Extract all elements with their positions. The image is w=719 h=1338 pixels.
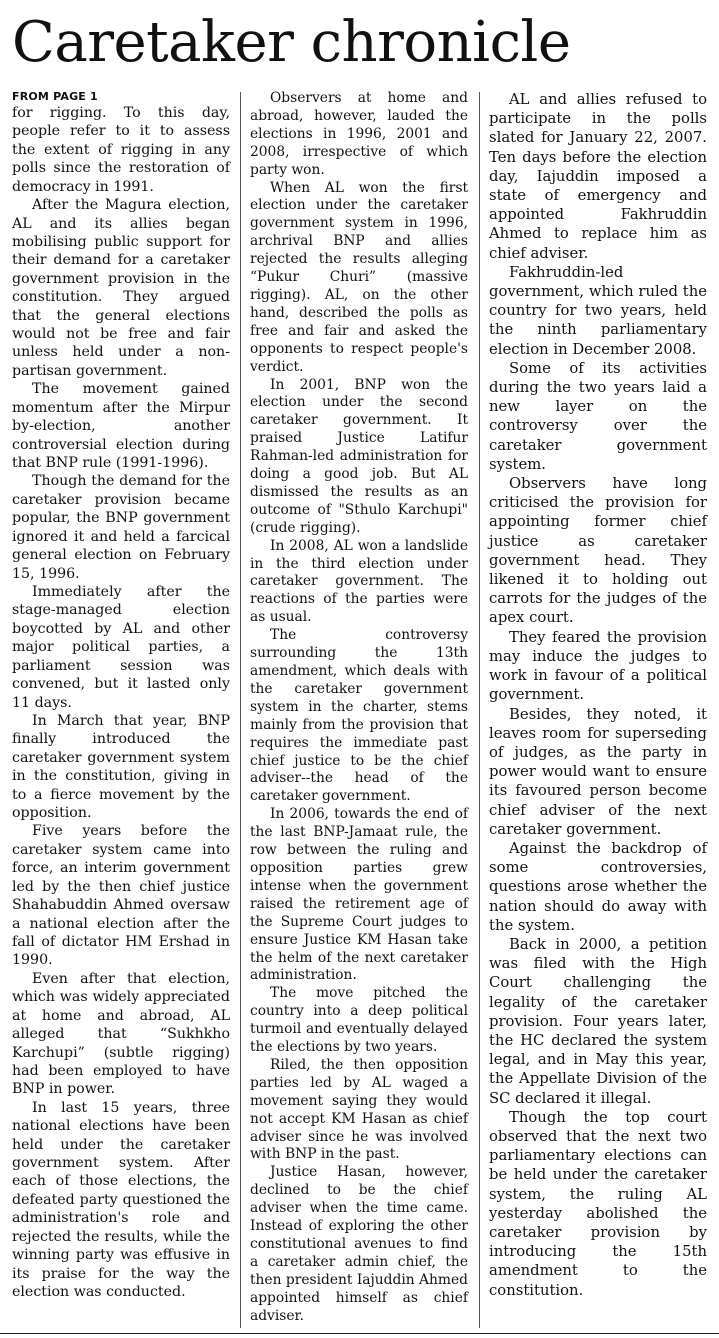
article-paragraph: Observers at home and abroad, however, lauded the elections in 1996, 2001 and 2008, irrespective of which party won.	[250, 90, 468, 178]
article-paragraph: In March that year, BNP finally introduced the caretaker government system in the constitution, giving in to a fierce movement by the opposition.	[12, 712, 230, 822]
article-paragraph: Back in 2000, a petition was filed with the High Court challenging the legality of the caretaker provision. Four years later, the HC declared the system legal, and in May this year, the Appellate Division of the SC declared it illegal.	[489, 935, 707, 1107]
headline: Caretaker chronicle	[12, 10, 571, 75]
article-paragraph: They feared the provision may induce the judges to work in favour of a political government.	[489, 628, 707, 704]
article-paragraph: Besides, they noted, it leaves room for superseding of judges, as the party in power would want to ensure its favoured person become chief adviser of the next caretaker government.	[489, 705, 707, 838]
article-paragraph: Immediately after the stage-managed election boycotted by AL and other major political parties, a parliament session was convened, but it lasted only 11 days.	[12, 583, 230, 711]
column-divider	[240, 92, 241, 1328]
article-paragraph: Though the top court observed that the next two parliamentary elections can be held under the caretaker system, the ruling AL yesterday abolished the caretaker provision by introducing the 15th amendment to the constitution.	[489, 1108, 707, 1299]
article-paragraph: In 2001, BNP won the election under the second caretaker government. It praised Justice Latifur Rahman-led administration for doing a good job. But AL dismissed the results as an outcome of "Sthulo Karchupi" (crude rigging).	[250, 376, 468, 536]
article-paragraph: Even after that election, which was widely appreciated at home and abroad, AL alleged that “Sukhkho Karchupi” (subtle rigging) had been employed to have BNP in power.	[12, 970, 230, 1098]
article-paragraph: The controversy surrounding the 13th amendment, which deals with the caretaker government system in the charter, stems mainly from the provision that requires the immediate past chief justice to be the chief adviser--the head of the caretaker government.	[250, 627, 468, 805]
article-paragraph: Fakhruddin-led government, which ruled the country for two years, held the ninth parliamentary election in December 2008.	[489, 263, 707, 358]
article-paragraph: Observers have long criticised the provision for appointing former chief justice as caretaker government head. They likened it to holding out carrots for the judges of the apex court.	[489, 475, 707, 627]
article-paragraph: After the Magura election, AL and its allies began mobilising public support for their demand for a caretaker government provision in the constitution. They argued that the general elections would not be free and fair unless held under a non-partisan government.	[12, 197, 230, 379]
article-paragraph: Justice Hasan, however, declined to be the chief adviser when the time came. Instead of exploring the other constitutional avenues to find a caretaker admin chief, the then president Iajuddin Ahmed appointed himself as chief adviser.	[250, 1164, 468, 1324]
article-paragraph: In 2008, AL won a landslide in the third election under caretaker government. The reactions of the parties were as usual.	[250, 537, 468, 626]
article-paragraph: for rigging. To this day, people refer to it to assess the extent of rigging in any polls since the restoration of democracy in 1991.	[12, 105, 230, 195]
article-paragraph: In last 15 years, three national elections have been held under the caretaker government system. After each of those elections, the defeated party questioned the administration's role and rejected the results, while the winning party was effusive in its praise for the way the election was conducted.	[12, 1099, 230, 1300]
article-paragraph: In 2006, towards the end of the last BNP-Jamaat rule, the row between the ruling and opposition parties grew intense when the government raised the retirement age of the Supreme Court judges to ensure Justice KM Hasan take the helm of the next caretaker administration.	[250, 806, 468, 984]
article-paragraph: Though the demand for the caretaker provision became popular, the BNP government ignored it and held a farcical general election on February 15, 1996.	[12, 473, 230, 582]
article-column-1	[12, 90, 230, 1301]
article-column-2	[250, 90, 468, 1326]
article-paragraph: Some of its activities during the two years laid a new layer on the controversy over the caretaker government system.	[489, 359, 707, 473]
article-paragraph: AL and allies refused to participate in the polls slated for January 22, 2007. Ten days before the election day, Iajuddin imposed a state of emergency and appointed Fakhruddin Ahmed to replace him as chief adviser.	[489, 91, 707, 262]
article-paragraph: Five years before the caretaker system came into force, an interim government led by the then chief justice Shahabuddin Ahmed oversaw a national election after the fall of dictator HM Ershad in 1990.	[12, 823, 230, 969]
article-paragraph: When AL won the first election under the caretaker government system in 1996, archrival BNP and allies rejected the results alleging “Pukur Churi” (massive rigging). AL, on the other hand, described the polls as free and fair and asked the opponents to respect people's verdict.	[250, 179, 468, 375]
article-column-3	[489, 90, 707, 1300]
article-paragraph: The movement gained momentum after the Mirpur by-election, another controversial election during that BNP rule (1991-1996).	[12, 381, 230, 472]
article-paragraph: The move pitched the country into a deep political turmoil and eventually delayed the elections by two years.	[250, 985, 468, 1056]
bottom-rule	[0, 1333, 719, 1334]
article-paragraph: Riled, the then opposition parties led by AL waged a movement saying they would not accept KM Hasan as chief adviser since he was involved with BNP in the past.	[250, 1056, 468, 1163]
article-paragraph: Against the backdrop of some controversies, questions arose whether the nation should do away with the system.	[489, 839, 707, 934]
column-divider	[479, 92, 480, 1328]
continuation-kicker: FROM PAGE 1	[12, 90, 98, 103]
